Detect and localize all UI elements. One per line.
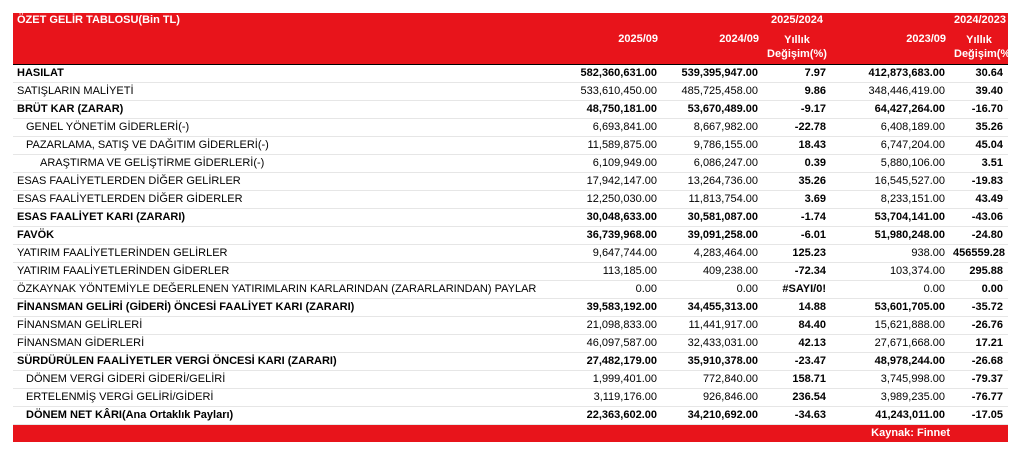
change-2024-2023: 30.64 xyxy=(950,65,1008,83)
col-header-chg1-line2: Yıllık xyxy=(763,31,831,48)
row-label: HASILAT xyxy=(13,65,543,83)
table-row xyxy=(13,83,1008,101)
row-label: FİNANSMAN GİDERLERİ xyxy=(13,335,543,353)
table-row xyxy=(13,353,1008,371)
table-header xyxy=(13,13,1014,65)
table-row xyxy=(13,137,1008,155)
value-2024: 53,670,489.00 xyxy=(662,101,763,119)
row-label: ESAS FAALİYETLERDEN DİĞER GİDERLER xyxy=(13,191,543,209)
value-2024: 772,840.00 xyxy=(662,371,763,389)
row-label: FAVÖK xyxy=(13,227,543,245)
row-label: YATIRIM FAALİYETLERİNDEN GİDERLER xyxy=(13,263,543,281)
change-2025-2024: 0.39 xyxy=(763,155,831,173)
change-2024-2023: 3.51 xyxy=(950,155,1008,173)
change-2025-2024: -1.74 xyxy=(763,209,831,227)
value-2023: 5,880,106.00 xyxy=(831,155,950,173)
value-2025: 12,250,030.00 xyxy=(543,191,662,209)
change-2025-2024: 18.43 xyxy=(763,137,831,155)
change-2024-2023: -17.05 xyxy=(950,407,1008,425)
value-2025: 9,647,744.00 xyxy=(543,245,662,263)
value-2024: 35,910,378.00 xyxy=(662,353,763,371)
row-label: ESAS FAALİYETLERDEN DİĞER GELİRLER xyxy=(13,173,543,191)
change-2024-2023: -26.76 xyxy=(950,317,1008,335)
row-label: DÖNEM VERGİ GİDERİ GİDERİ/GELİRİ xyxy=(13,371,543,389)
table-row xyxy=(13,119,1008,137)
change-2024-2023: -24.80 xyxy=(950,227,1008,245)
change-2024-2023: -19.83 xyxy=(950,173,1008,191)
change-2025-2024: 7.97 xyxy=(763,65,831,83)
income-statement-table xyxy=(13,13,1014,425)
change-2025-2024: 9.86 xyxy=(763,83,831,101)
value-2024: 409,238.00 xyxy=(662,263,763,281)
value-2024: 4,283,464.00 xyxy=(662,245,763,263)
value-2025: 27,482,179.00 xyxy=(543,353,662,371)
table-row xyxy=(13,281,1008,299)
value-2025: 6,109,949.00 xyxy=(543,155,662,173)
row-label: ARAŞTIRMA VE GELİŞTİRME GİDERLERİ(-) xyxy=(13,155,543,173)
col-header-chg2-line1: 2024/2023 xyxy=(950,13,1008,31)
table-row xyxy=(13,173,1008,191)
change-2024-2023: -16.70 xyxy=(950,101,1008,119)
change-2024-2023: 45.04 xyxy=(950,137,1008,155)
change-2025-2024: -9.17 xyxy=(763,101,831,119)
table-row xyxy=(13,407,1008,425)
value-2023: 103,374.00 xyxy=(831,263,950,281)
table-body xyxy=(13,65,1008,425)
value-2023: 6,408,189.00 xyxy=(831,119,950,137)
value-2024: 11,813,754.00 xyxy=(662,191,763,209)
value-2025: 21,098,833.00 xyxy=(543,317,662,335)
value-2025: 11,589,875.00 xyxy=(543,137,662,155)
value-2023: 53,704,141.00 xyxy=(831,209,950,227)
table-row xyxy=(13,335,1008,353)
col-header-2023: 2023/09 xyxy=(831,13,950,65)
table-row xyxy=(13,245,1008,263)
value-2023: 16,545,527.00 xyxy=(831,173,950,191)
source-footer: Kaynak: Finnet xyxy=(13,425,1008,442)
value-2023: 27,671,668.00 xyxy=(831,335,950,353)
change-2025-2024: 35.26 xyxy=(763,173,831,191)
value-2025: 22,363,602.00 xyxy=(543,407,662,425)
value-2023: 3,745,998.00 xyxy=(831,371,950,389)
row-label: ÖZKAYNAK YÖNTEMİYLE DEĞERLENEN YATIRIMLARIN KARLARINDAN (ZARARLARINDAN) PAYLAR xyxy=(13,281,543,299)
table-row xyxy=(13,155,1008,173)
value-2025: 1,999,401.00 xyxy=(543,371,662,389)
change-2025-2024: -6.01 xyxy=(763,227,831,245)
row-label: FİNANSMAN GELİRİ (GİDERİ) ÖNCESİ FAALİYET KARI (ZARARI) xyxy=(13,299,543,317)
row-label: ESAS FAALİYET KARI (ZARARI) xyxy=(13,209,543,227)
change-2025-2024: 84.40 xyxy=(763,317,831,335)
value-2025: 30,048,633.00 xyxy=(543,209,662,227)
change-2024-2023: 0.00 xyxy=(950,281,1008,299)
value-2024: 926,846.00 xyxy=(662,389,763,407)
change-2025-2024: -22.78 xyxy=(763,119,831,137)
row-label: DÖNEM NET KÂRI(Ana Ortaklık Payları) xyxy=(13,407,543,425)
change-2025-2024: 158.71 xyxy=(763,371,831,389)
value-2023: 412,873,683.00 xyxy=(831,65,950,83)
value-2024: 30,581,087.00 xyxy=(662,209,763,227)
row-label: BRÜT KAR (ZARAR) xyxy=(13,101,543,119)
table-title: ÖZET GELİR TABLOSU(Bin TL) xyxy=(13,13,543,65)
value-2023: 8,233,151.00 xyxy=(831,191,950,209)
change-2025-2024: 14.88 xyxy=(763,299,831,317)
change-2025-2024: -34.63 xyxy=(763,407,831,425)
row-label: PAZARLAMA, SATIŞ VE DAĞITIM GİDERLERİ(-) xyxy=(13,137,543,155)
change-2024-2023: 39.40 xyxy=(950,83,1008,101)
row-label: ERTELENMİŞ VERGİ GELİRİ/GİDERİ xyxy=(13,389,543,407)
table-row xyxy=(13,191,1008,209)
col-header-2024: 2024/09 xyxy=(662,13,763,65)
col-header-chg1-line1: 2025/2024 xyxy=(763,13,831,31)
change-2024-2023: 17.21 xyxy=(950,335,1008,353)
value-2024: 34,455,313.00 xyxy=(662,299,763,317)
change-2024-2023: -26.68 xyxy=(950,353,1008,371)
value-2023: 938.00 xyxy=(831,245,950,263)
change-2024-2023: -76.77 xyxy=(950,389,1008,407)
table-row xyxy=(13,227,1008,245)
change-2024-2023: 43.49 xyxy=(950,191,1008,209)
table-row xyxy=(13,209,1008,227)
value-2025: 0.00 xyxy=(543,281,662,299)
change-2025-2024: #SAYI/0! xyxy=(763,281,831,299)
value-2023: 51,980,248.00 xyxy=(831,227,950,245)
row-label: GENEL YÖNETİM GİDERLERİ(-) xyxy=(13,119,543,137)
value-2025: 533,610,450.00 xyxy=(543,83,662,101)
value-2023: 53,601,705.00 xyxy=(831,299,950,317)
value-2024: 6,086,247.00 xyxy=(662,155,763,173)
table-row xyxy=(13,65,1008,83)
income-statement xyxy=(13,13,1014,442)
value-2023: 6,747,204.00 xyxy=(831,137,950,155)
row-label: SATIŞLARIN MALİYETİ xyxy=(13,83,543,101)
value-2025: 3,119,176.00 xyxy=(543,389,662,407)
value-2023: 15,621,888.00 xyxy=(831,317,950,335)
change-2024-2023: 35.26 xyxy=(950,119,1008,137)
value-2024: 8,667,982.00 xyxy=(662,119,763,137)
change-2024-2023: -79.37 xyxy=(950,371,1008,389)
value-2023: 348,446,419.00 xyxy=(831,83,950,101)
value-2024: 9,786,155.00 xyxy=(662,137,763,155)
value-2025: 113,185.00 xyxy=(543,263,662,281)
value-2025: 39,583,192.00 xyxy=(543,299,662,317)
table-row xyxy=(13,371,1008,389)
value-2025: 36,739,968.00 xyxy=(543,227,662,245)
col-header-chg1-line3: Değişim(%) xyxy=(763,48,831,65)
row-label: FİNANSMAN GELİRLERİ xyxy=(13,317,543,335)
value-2025: 48,750,181.00 xyxy=(543,101,662,119)
value-2025: 582,360,631.00 xyxy=(543,65,662,83)
col-header-2025: 2025/09 xyxy=(543,13,662,65)
value-2024: 13,264,736.00 xyxy=(662,173,763,191)
change-2025-2024: 42.13 xyxy=(763,335,831,353)
change-2024-2023: 456559.28 xyxy=(950,245,1008,263)
table-row xyxy=(13,317,1008,335)
value-2023: 48,978,244.00 xyxy=(831,353,950,371)
value-2025: 17,942,147.00 xyxy=(543,173,662,191)
value-2024: 485,725,458.00 xyxy=(662,83,763,101)
change-2024-2023: -43.06 xyxy=(950,209,1008,227)
row-label: SÜRDÜRÜLEN FAALİYETLER VERGİ ÖNCESİ KARI (ZARARI) xyxy=(13,353,543,371)
change-2025-2024: -72.34 xyxy=(763,263,831,281)
col-header-chg2-line2: Yıllık xyxy=(950,31,1008,48)
value-2024: 39,091,258.00 xyxy=(662,227,763,245)
value-2023: 0.00 xyxy=(831,281,950,299)
change-2025-2024: 125.23 xyxy=(763,245,831,263)
value-2023: 41,243,011.00 xyxy=(831,407,950,425)
row-label: YATIRIM FAALİYETLERİNDEN GELİRLER xyxy=(13,245,543,263)
value-2023: 3,989,235.00 xyxy=(831,389,950,407)
value-2024: 539,395,947.00 xyxy=(662,65,763,83)
table-row xyxy=(13,263,1008,281)
table-row xyxy=(13,299,1008,317)
change-2024-2023: -35.72 xyxy=(950,299,1008,317)
value-2023: 64,427,264.00 xyxy=(831,101,950,119)
change-2025-2024: 3.69 xyxy=(763,191,831,209)
value-2025: 6,693,841.00 xyxy=(543,119,662,137)
value-2025: 46,097,587.00 xyxy=(543,335,662,353)
col-header-chg2-line3: Değişim(%) xyxy=(950,48,1008,65)
value-2024: 34,210,692.00 xyxy=(662,407,763,425)
table-row xyxy=(13,389,1008,407)
value-2024: 32,433,031.00 xyxy=(662,335,763,353)
value-2024: 0.00 xyxy=(662,281,763,299)
value-2024: 11,441,917.00 xyxy=(662,317,763,335)
change-2024-2023: 295.88 xyxy=(950,263,1008,281)
change-2025-2024: -23.47 xyxy=(763,353,831,371)
table-row xyxy=(13,101,1008,119)
change-2025-2024: 236.54 xyxy=(763,389,831,407)
